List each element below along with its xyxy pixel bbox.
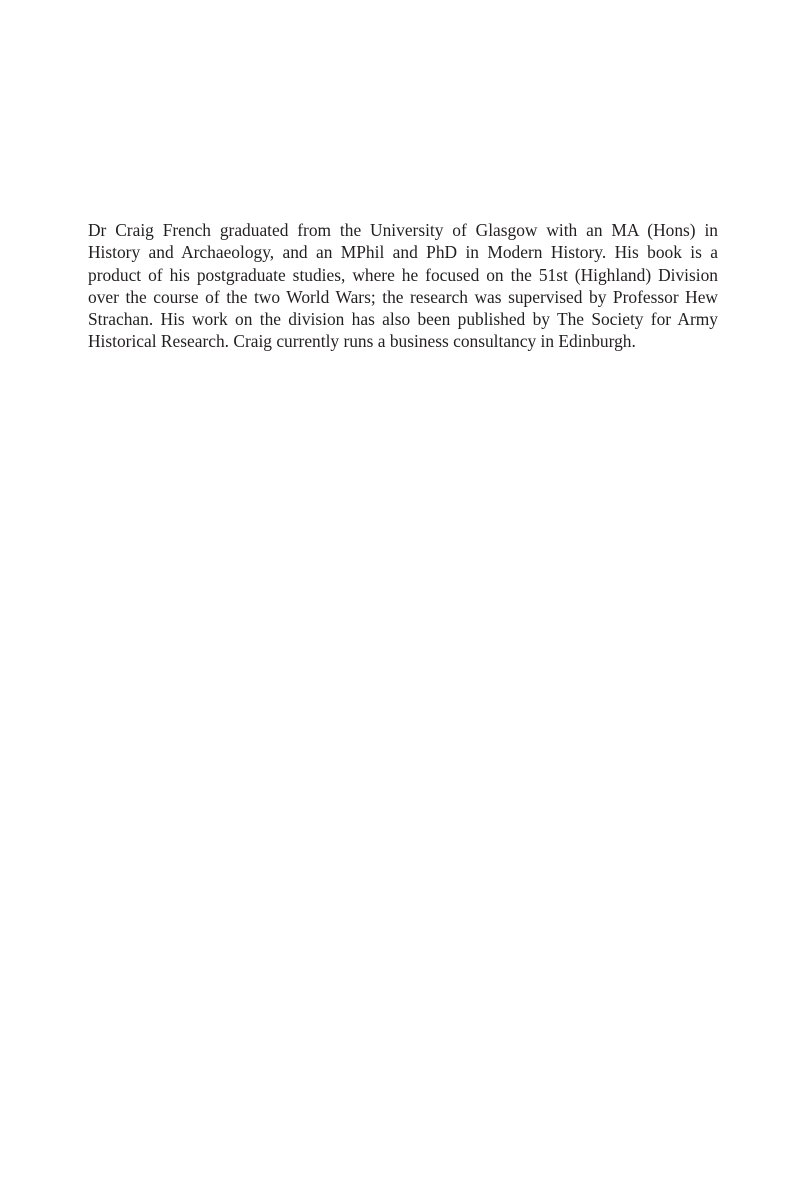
author-biography [88,219,718,353]
bio-line: product of his postgraduate studies, where he focused on the 51st (Highland) Division [88,264,718,285]
bio-line: Historical Research. Craig currently runs a business consultancy in Edinburgh. [88,331,636,352]
bio-line: Dr Craig French graduated from the University of Glasgow with an MA (Hons) in [88,220,718,240]
bio-line: over the course of the two World Wars; the research was supervised by Professor Hew [88,286,718,307]
bio-line: History and Archaeology, and an MPhil and PhD in Modern History. His book is a [88,242,718,263]
bio-line: Strachan. His work on the division has also been published by The Society for Army [88,309,718,330]
